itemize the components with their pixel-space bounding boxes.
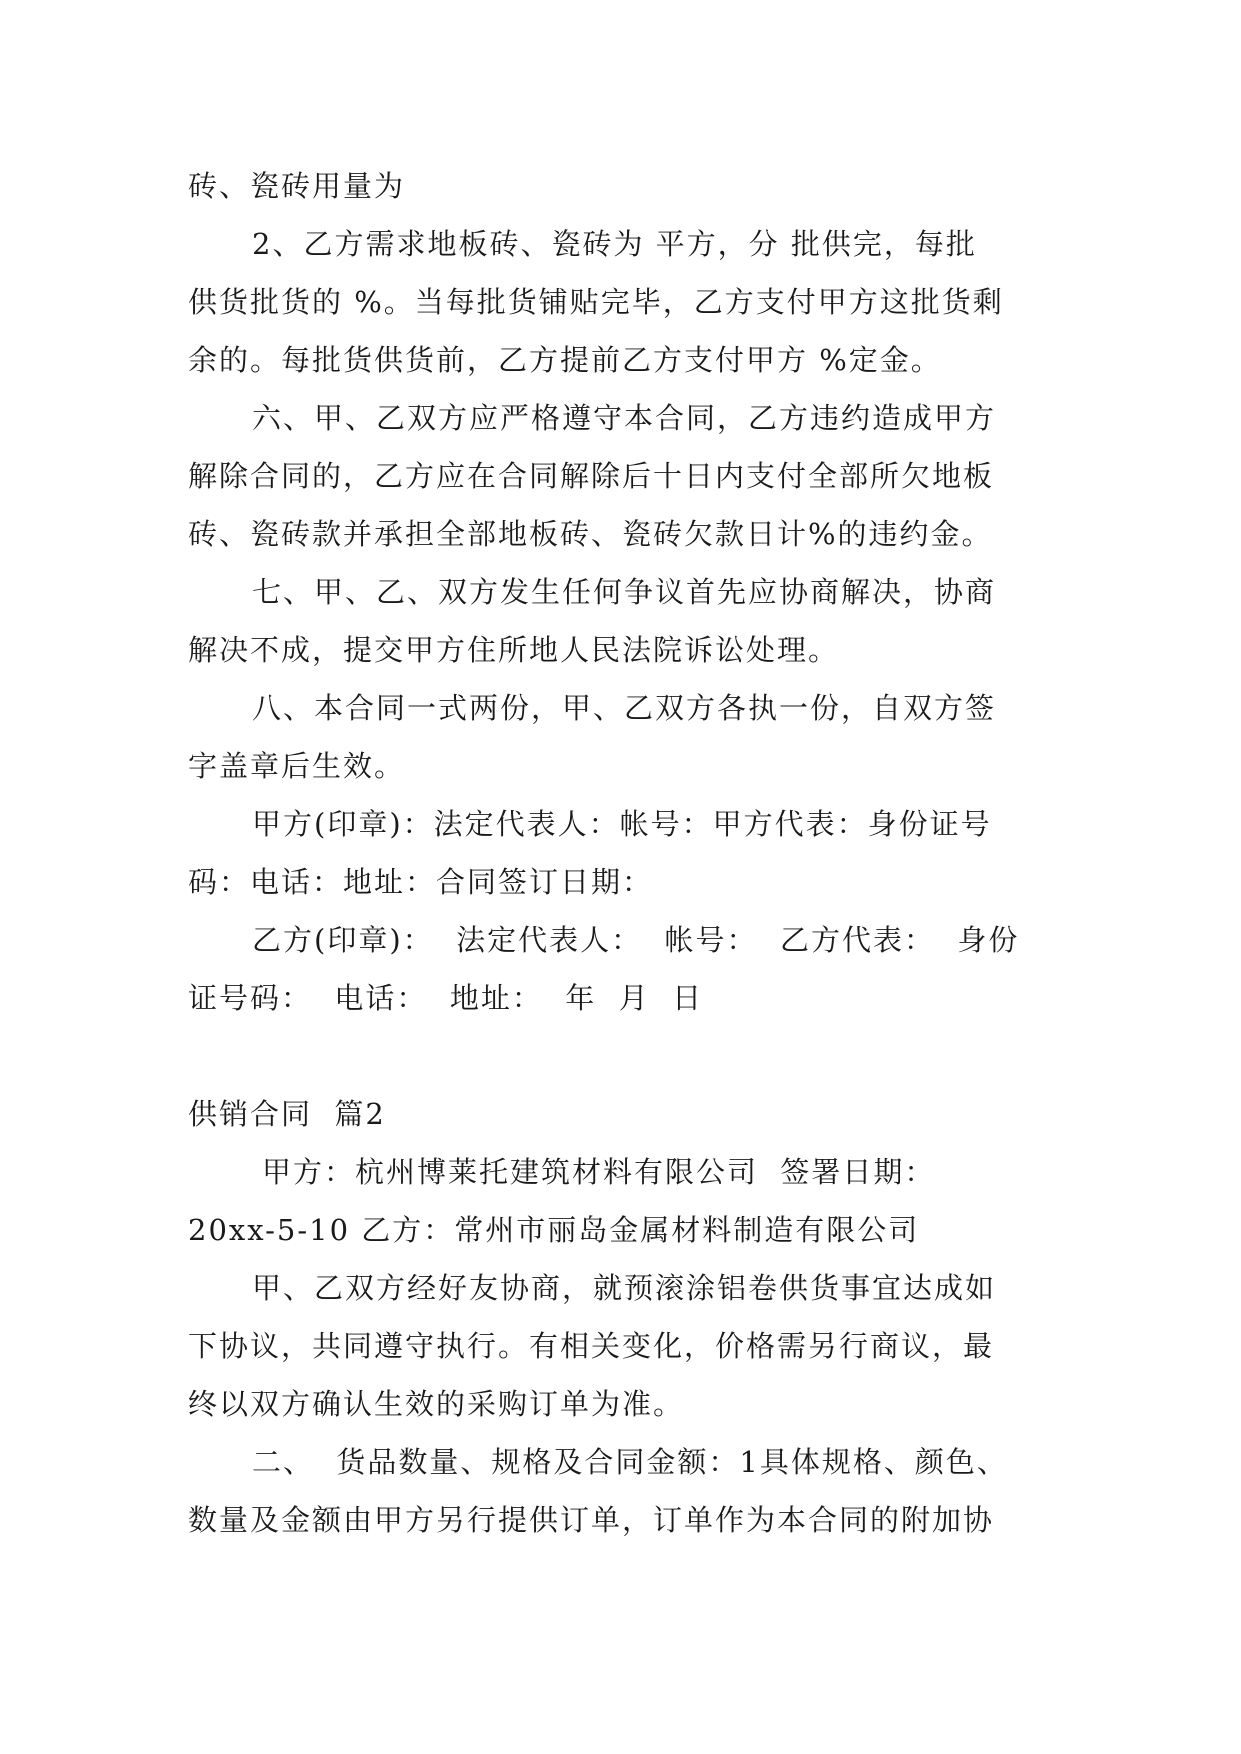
text-line: 码：电话：地址：合同签订日期： — [188, 865, 654, 899]
text-line: 乙方(印章)： 法定代表人： 帐号： 乙方代表： 身份 — [252, 923, 1020, 957]
text-line: 2、乙方需求地板砖、瓷砖为 平方，分 批供完，每批 — [252, 227, 977, 261]
text-line: 20xx-5-10 乙方：常州市丽岛金属材料制造有限公司 — [188, 1213, 920, 1247]
text-line: 证号码： 电话： 地址： 年 月 日 — [188, 981, 704, 1015]
text-line: 八、本合同一式两份，甲、乙双方各执一份，自双方签 — [252, 691, 997, 725]
text-line: 砖、瓷砖用量为 — [188, 169, 406, 203]
text-line: 终以双方确认生效的采购订单为准。 — [188, 1387, 685, 1421]
text-line: 字盖章后生效。 — [188, 749, 406, 783]
text-line: 供货批货的 %。当每批货铺贴完毕，乙方支付甲方这批货剩 — [188, 285, 1004, 319]
text-line: 砖、瓷砖款并承担全部地板砖、瓷砖欠款日计%的违约金。 — [188, 517, 993, 551]
section-heading: 供销合同 篇2 — [188, 1097, 386, 1131]
text-line: 甲、乙双方经好友协商，就预滚涂铝卷供货事宜达成如 — [252, 1271, 997, 1305]
text-line: 解除合同的，乙方应在合同解除后十日内支付全部所欠地板 — [188, 459, 995, 493]
text-line: 解决不成，提交甲方住所地人民法院诉讼处理。 — [188, 633, 840, 667]
text-line: 甲方(印章)：法定代表人：帐号：甲方代表：身份证号 — [252, 807, 992, 841]
text-line: 六、甲、乙双方应严格遵守本合同，乙方违约造成甲方 — [252, 401, 997, 435]
text-line: 二、 货品数量、规格及合同金额：1具体规格、颜色、 — [252, 1445, 1008, 1479]
text-line: 余的。每批货供货前，乙方提前乙方支付甲方 %定金。 — [188, 343, 942, 377]
text-line: 甲方：杭州博莱托建筑材料有限公司 签署日期： — [262, 1155, 936, 1189]
text-line: 数量及金额由甲方另行提供订单，订单作为本合同的附加协 — [188, 1503, 995, 1537]
text-line: 下协议，共同遵守执行。有相关变化，价格需另行商议，最 — [188, 1329, 995, 1363]
text-line: 七、甲、乙、双方发生任何争议首先应协商解决，协商 — [252, 575, 997, 609]
